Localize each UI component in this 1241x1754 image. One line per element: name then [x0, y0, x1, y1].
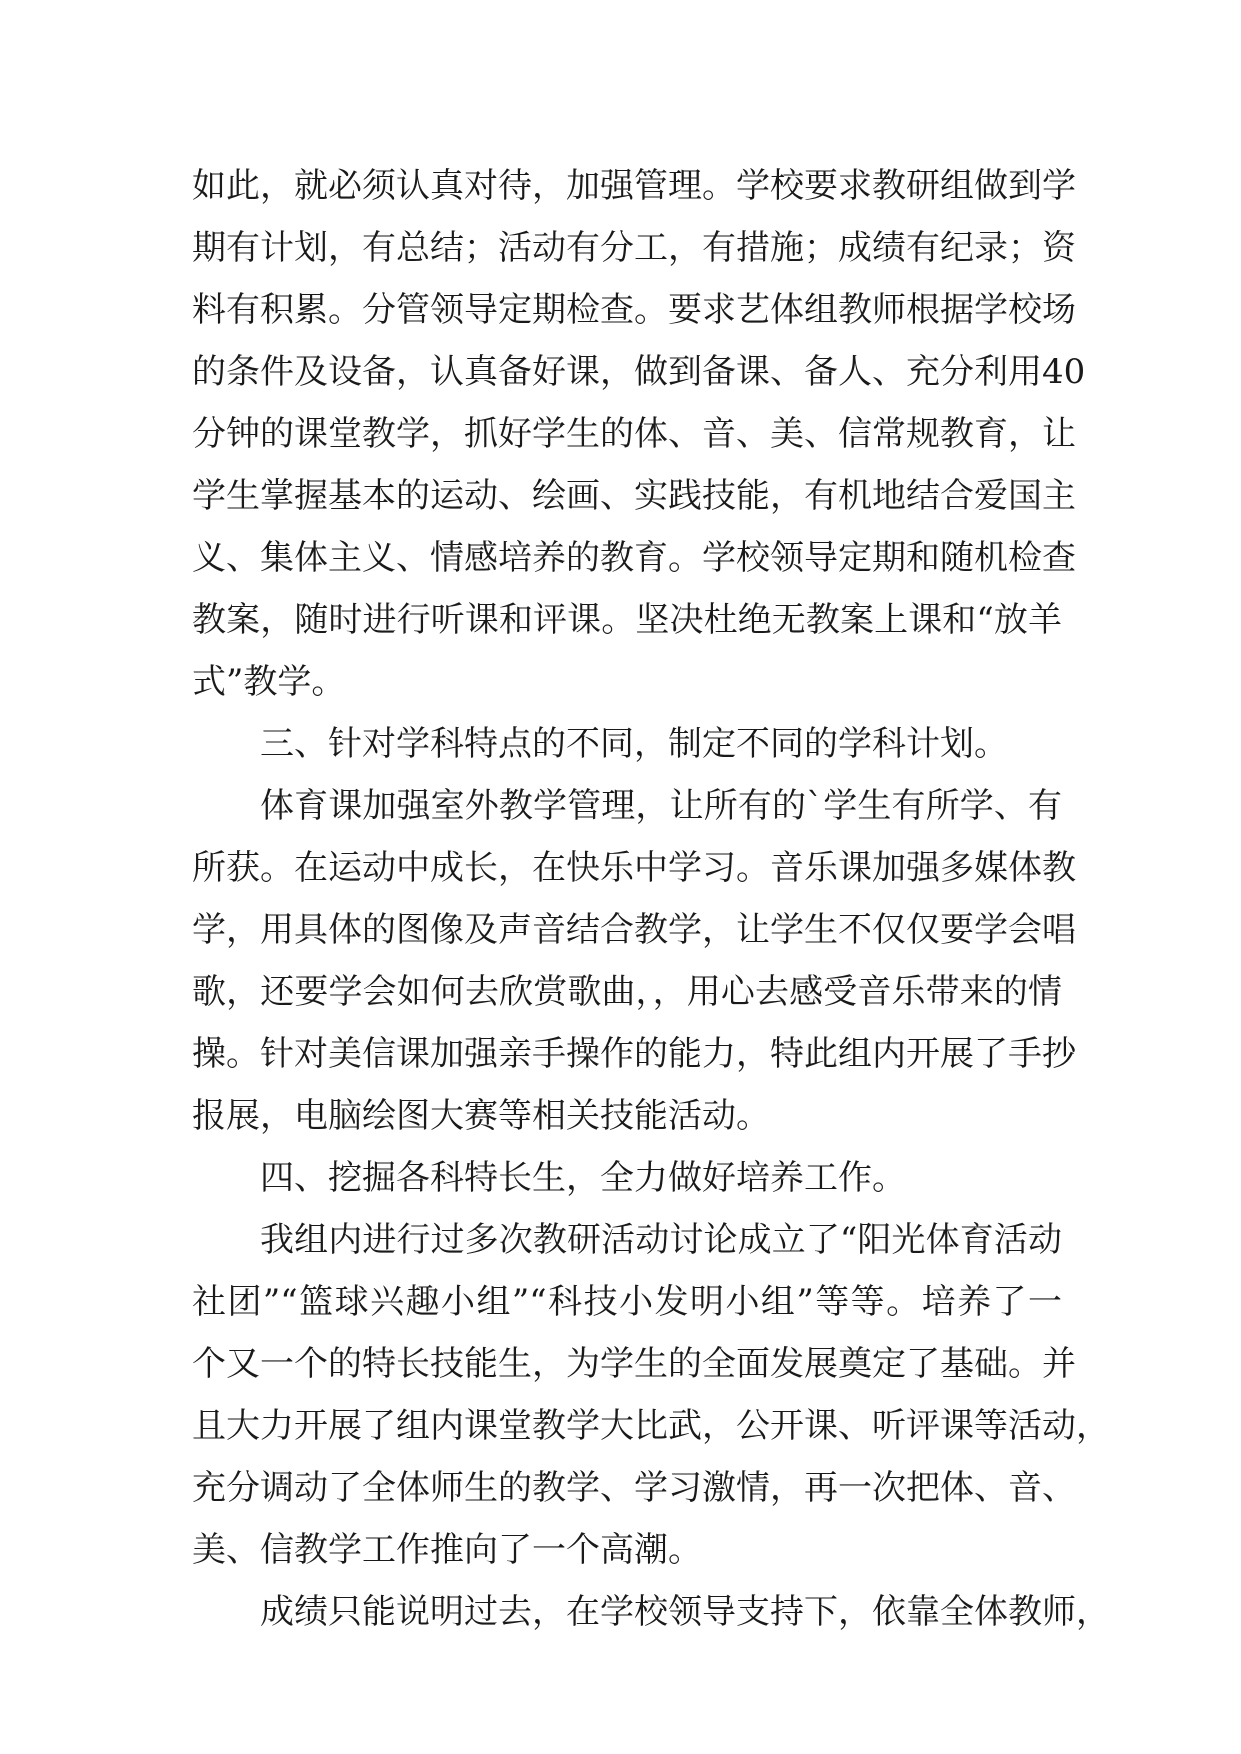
text-line: 报展，电脑绘图大赛等相关技能活动。 [192, 1096, 770, 1136]
text-line: 分钟的课堂教学，抓好学生的体、音、美、信常规教育，让 [192, 414, 1076, 454]
text-line: 的条件及设备，认真备好课，做到备课、备人、充分利用40 [192, 352, 1086, 392]
text-line: 学生掌握基本的运动、绘画、实践技能，有机地结合爱国主 [192, 476, 1076, 516]
text-line: 且大力开展了组内课堂教学大比武，公开课、听评课等活动， [192, 1406, 1110, 1446]
text-line: 三、针对学科特点的不同，制定不同的学科计划。 [260, 724, 1008, 764]
text-line: 教案，随时进行听课和评课。坚决杜绝无教案上课和“放羊 [192, 600, 1062, 640]
text-line: 个又一个的特长技能生，为学生的全面发展奠定了基础。并 [192, 1344, 1076, 1384]
text-line: 社团”“篮球兴趣小组”“科技小发明小组”等等。培养了一 [192, 1282, 1062, 1322]
body-text [192, 155, 1110, 1643]
text-line: 所获。在运动中成长，在快乐中学习。音乐课加强多媒体教 [192, 848, 1076, 888]
text-line: 期有计划，有总结；活动有分工，有措施；成绩有纪录；资 [192, 228, 1076, 268]
text-line: 操。针对美信课加强亲手操作的能力，特此组内开展了手抄 [192, 1034, 1076, 1074]
text-line: 式”教学。 [192, 662, 346, 702]
text-line: 料有积累。分管领导定期检查。要求艺体组教师根据学校场 [192, 290, 1076, 330]
text-line: 美、信教学工作推向了一个高潮。 [192, 1530, 702, 1570]
text-line: 歌，还要学会如何去欣赏歌曲，，用心去感受音乐带来的情 [192, 972, 1062, 1012]
text-line: 成绩只能说明过去，在学校领导支持下，依靠全体教师， [260, 1592, 1110, 1632]
text-line: 如此，就必须认真对待，加强管理。学校要求教研组做到学 [192, 166, 1076, 206]
text-line: 义、集体主义、情感培养的教育。学校领导定期和随机检查 [192, 538, 1076, 578]
text-line: 我组内进行过多次教研活动讨论成立了“阳光体育活动 [260, 1220, 1062, 1260]
text-line: 学，用具体的图像及声音结合教学，让学生不仅仅要学会唱 [192, 910, 1076, 950]
text-line: 体育课加强室外教学管理，让所有的`学生有所学、有 [260, 786, 1062, 826]
text-line: 充分调动了全体师生的教学、学习激情，再一次把体、音、 [192, 1468, 1076, 1508]
text-line: 四、挖掘各科特长生，全力做好培养工作。 [260, 1158, 906, 1198]
